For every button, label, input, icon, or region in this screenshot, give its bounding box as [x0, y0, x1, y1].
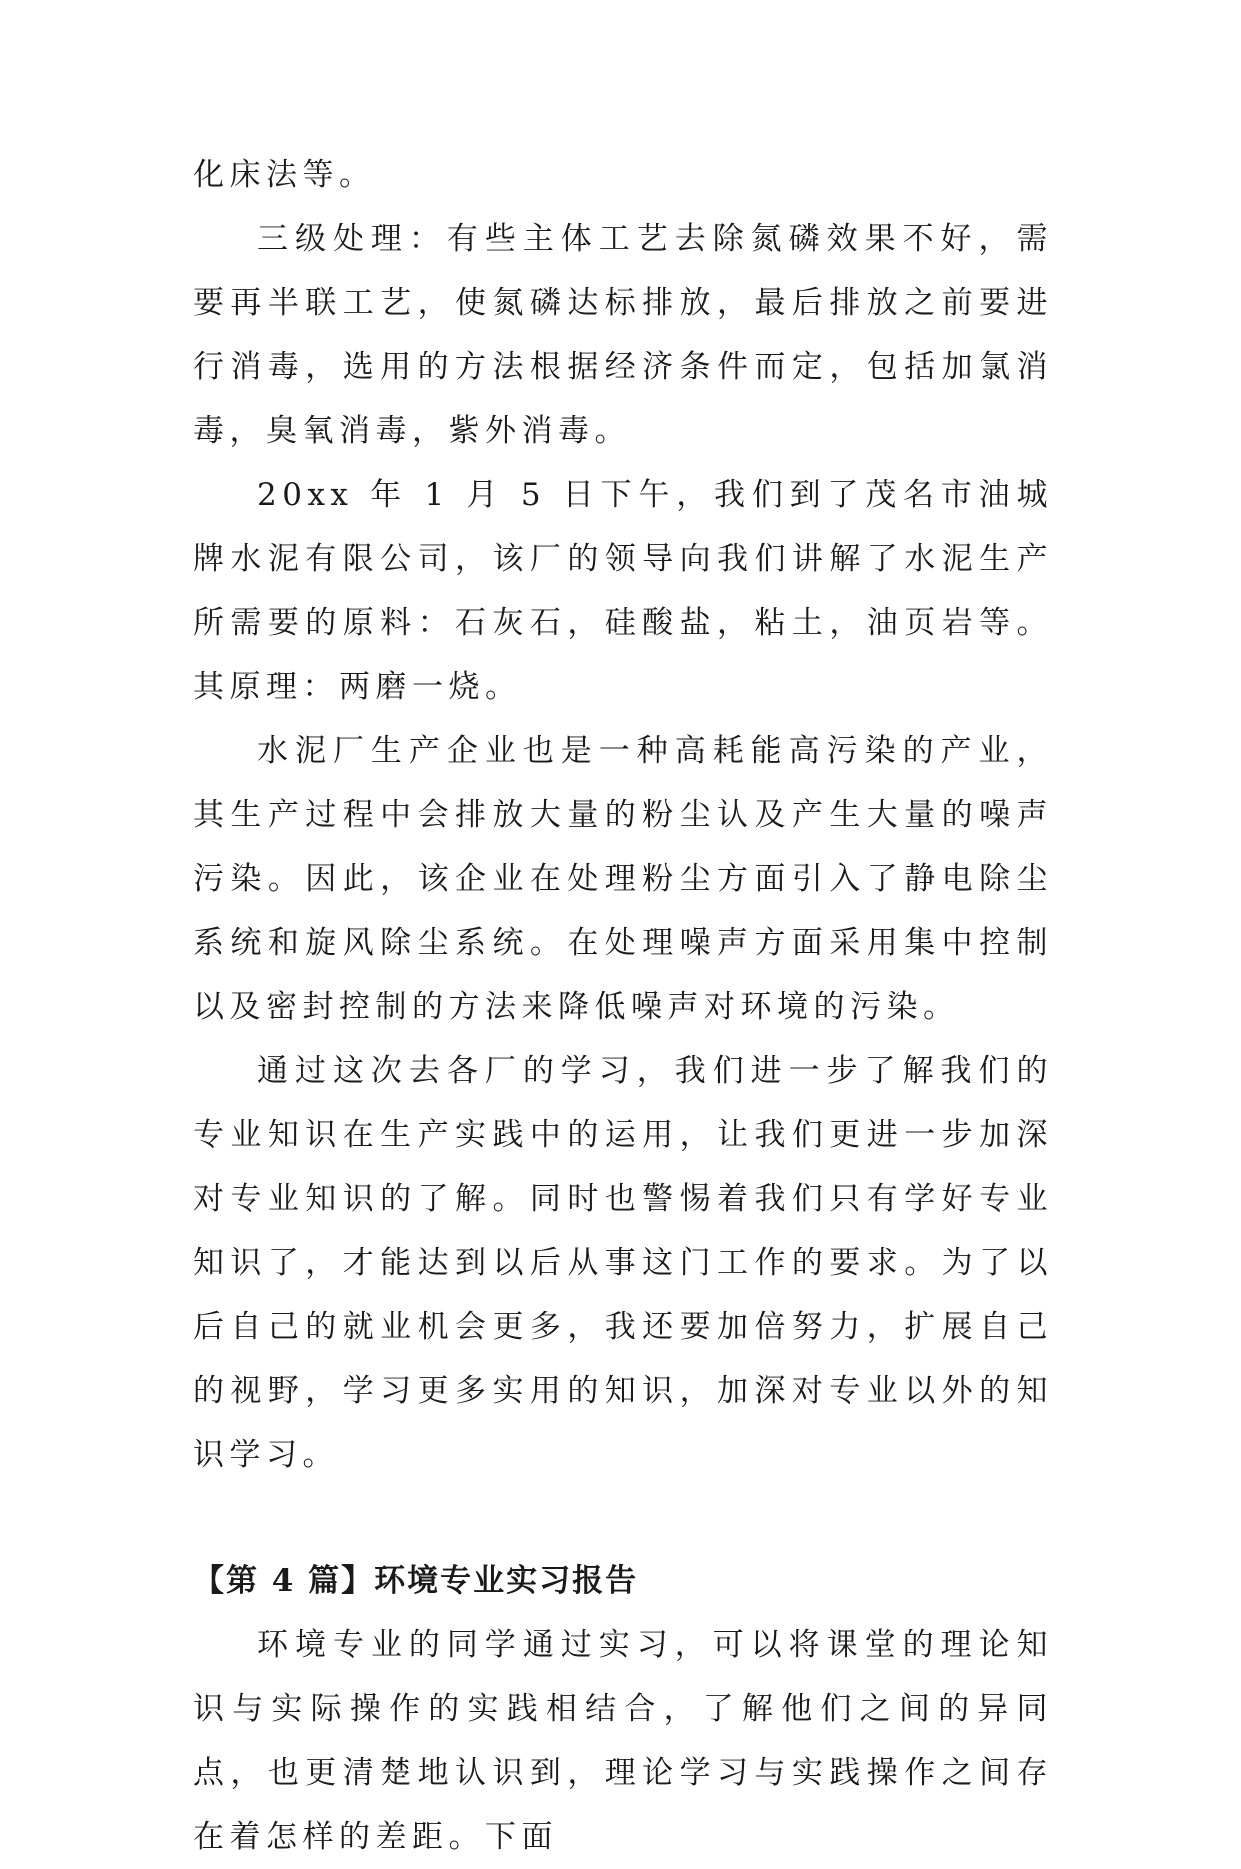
paragraph-tertiary-treatment: 三级处理：有些主体工艺去除氮磷效果不好，需要再半联工艺，使氮磷达标排放，最后排放之前要进行消毒，选用的方法根据经济条件而定，包括加氯消毒，臭氧消毒，紫外消毒。 [193, 221, 1053, 449]
section-heading: 【第 4 篇】环境专业实习报告 [193, 1563, 639, 1599]
paragraph-cement-visit: 20xx 年 1 月 5 日下午，我们到了茂名市油城牌水泥有限公司，该厂的领导向我们讲解了水泥生产所需要的原料：石灰石，硅酸盐，粘土，油页岩等。其原理：两磨一烧。 [193, 477, 1053, 705]
paragraph-continuation: 化床法等。 [193, 157, 376, 193]
section-spacer [193, 1487, 1053, 1549]
paragraph-intro: 环境专业的同学通过实习，可以将课堂的理论知识与实际操作的实践相结合，了解他们之间的异同点，也更清楚地认识到，理论学习与实践操作之间存在着怎样的差距。下面 [193, 1627, 1053, 1855]
document-body [193, 143, 1053, 1869]
paragraph-cement-pollution: 水泥厂生产企业也是一种高耗能高污染的产业，其生产过程中会排放大量的粉尘认及产生大量的噪声污染。因此，该企业在处理粉尘方面引入了静电除尘系统和旋风除尘系统。在处理噪声方面采用集中控制以及密封控制的方法来降低噪声对环境的污染。 [193, 733, 1053, 1025]
paragraph-conclusion: 通过这次去各厂的学习，我们进一步了解我们的专业知识在生产实践中的运用，让我们更进一步加深对专业知识的了解。同时也警惕着我们只有学好专业知识了，才能达到以后从事这门工作的要求。为了以后自己的就业机会更多，我还要加倍努力，扩展自己的视野，学习更多实用的知识，加深对专业以外的知识学习。 [193, 1053, 1053, 1473]
